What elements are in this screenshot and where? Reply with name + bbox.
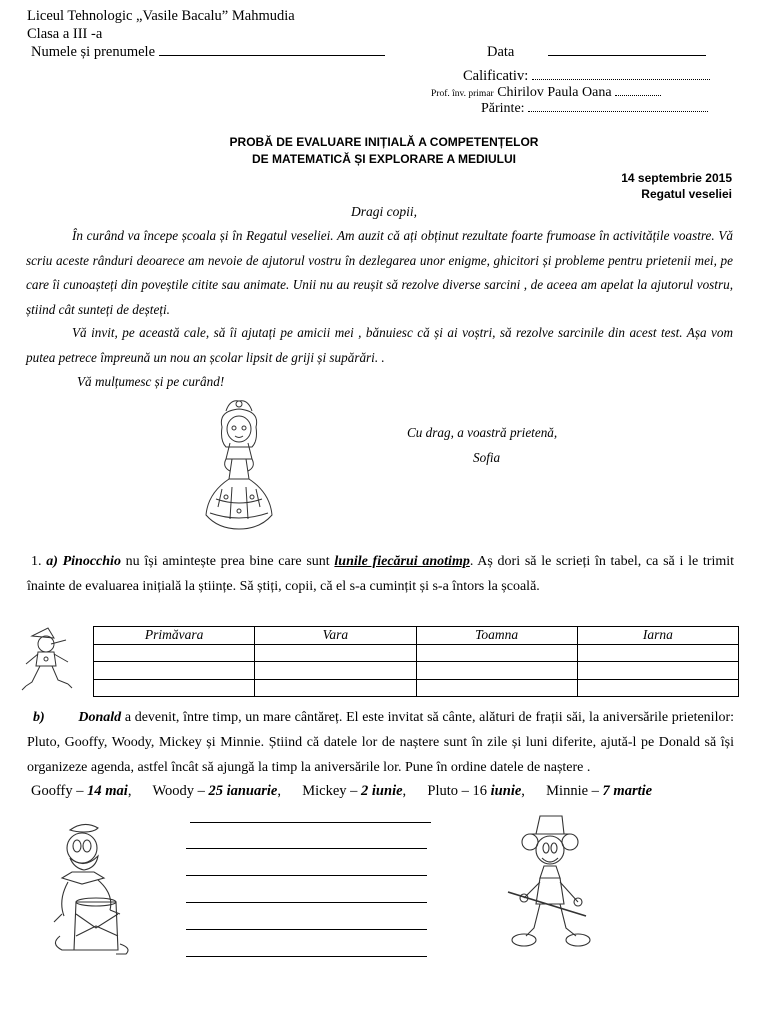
letter-thanks: Vă mulțumesc și pe curând! — [77, 374, 225, 389]
birthday-item: Gooffy – 14 mai, — [31, 783, 132, 799]
donald-name: Donald — [78, 710, 122, 725]
date-line: 14 septembrie 2015 — [621, 171, 732, 185]
teacher-dots — [615, 85, 661, 96]
table-cell[interactable] — [577, 662, 738, 680]
table-cell[interactable] — [255, 679, 416, 697]
teacher-name: Chirilov Paula Oana — [497, 85, 612, 100]
table-row — [94, 644, 739, 662]
birthday-item: Mickey – 2 iunie, — [302, 783, 407, 799]
table-cell[interactable] — [416, 644, 577, 662]
table-cell[interactable] — [577, 644, 738, 662]
letter-greeting: Dragi copii, — [351, 204, 417, 219]
exercise-b-body: a devenit, între timp, un mare cântăreț. El este invitat să cânte, alături de frații săi, la aniversările prietenilor: Pluto, Gooffy, Woody, Mickey și Minnie. Știind că datele lor de naștere sunt în zile și luni diferite, ajută-l pe Donald să își organizeze agenda, astfel încât să ajungă la timp la aniversările lor. Pune în ordine datele de naștere . — [27, 710, 735, 775]
name-label: Numele și prenumele — [31, 44, 156, 60]
date-row — [487, 43, 706, 61]
mickey-mouse-illustration — [502, 812, 598, 954]
letter-signature: Sofia — [473, 450, 501, 465]
student-name-row — [31, 43, 385, 61]
birthday-item: Pluto – 16 iunie, — [427, 783, 525, 799]
qualifier-row — [463, 68, 710, 85]
page-title-line2: DE MATEMATICĂ ȘI EXPLORARE A MEDIULUI — [252, 152, 516, 166]
table-cell[interactable] — [94, 644, 255, 662]
agenda-answer-line[interactable] — [190, 822, 431, 823]
parents-field[interactable] — [528, 101, 708, 112]
qualifier-field[interactable] — [532, 68, 710, 80]
agenda-answer-line[interactable] — [186, 875, 427, 876]
parents-label: Părinte: — [481, 101, 525, 116]
place-line: Regatul veseliei — [641, 187, 732, 201]
season-header-spring: Primăvara — [94, 627, 255, 645]
season-header-winter: Iarna — [577, 627, 738, 645]
agenda-answer-line[interactable] — [186, 848, 427, 849]
page-title-line1: PROBĂ DE EVALUARE INIȚIALĂ A COMPETENȚELOR — [229, 135, 539, 149]
letter-closing: Cu drag, a voastră prietenă, — [407, 425, 558, 440]
pinocchio-name: Pinocchio — [62, 554, 121, 569]
table-cell[interactable] — [416, 662, 577, 680]
donald-duck-illustration — [40, 818, 142, 958]
table-cell[interactable] — [416, 679, 577, 697]
birthday-item: Minnie – 7 martie — [546, 783, 653, 799]
table-cell[interactable] — [94, 679, 255, 697]
exercise-a-label: a) — [46, 554, 58, 569]
birthday-item: Woody – 25 ianuarie, — [152, 783, 281, 799]
class-label: Clasa a III -a — [27, 26, 103, 42]
table-cell[interactable] — [577, 679, 738, 697]
season-header-autumn: Toamna — [416, 627, 577, 645]
letter-paragraph-1: În curând va începe școala și în Regatul veseliei. Am auzit că ați obținut rezultate foarte frumoase în activitățile voastre. Vă scriu aceste rânduri deoarece am nevoie de ajutorul vostru în dezlegarea unor enigme, ghicitori și probleme pentru prietenii mei, pe care îi cunoașteți din poveștile citite sau animate. Unii nu au reușit să rezolve diverse sarcini , de aceea am apelat la ajutorul vostru, știind cât sunteți de deșteți. — [26, 228, 733, 317]
princess-sofia-illustration — [196, 397, 282, 533]
date-field[interactable] — [548, 43, 706, 56]
name-field[interactable] — [159, 43, 385, 56]
qualifier-label: Calificativ: — [463, 68, 529, 84]
exercise-a-text — [27, 549, 734, 599]
agenda-answer-line[interactable] — [186, 956, 427, 957]
parents-row — [481, 101, 708, 117]
exercise-a-text-before: nu își amintește prea bine care sunt — [120, 554, 335, 569]
table-row — [94, 662, 739, 680]
exercise-b-label: b) — [33, 710, 45, 725]
letter-paragraph-2: Vă invit, pe această cale, să îi ajutați pe amicii mei , bănuiesc că și ai voștri, să rezolve sarcinile din acest test. Așa vom putea petrece împreună un nou an școlar lipsit de griji și supărări. . — [26, 325, 733, 365]
season-header-summer: Vara — [255, 627, 416, 645]
exercise-b-text — [27, 705, 734, 780]
teacher-prefix: Prof. înv. primar — [431, 89, 494, 99]
exercise-a-text-after: . Aș dori să le scrieți în tabel, ca să i le trimit înainte de evaluarea inițială la științe. Să știți, copii, că el s-a cumințit și s-a întors la școală. — [27, 554, 735, 594]
table-cell[interactable] — [94, 662, 255, 680]
school-name: Liceul Tehnologic „Vasile Bacalu” Mahmudia — [27, 8, 295, 24]
seasons-table — [93, 626, 739, 697]
exercise-a-highlight: lunile fiecărui anotimp — [334, 554, 470, 569]
date-label: Data — [487, 44, 515, 60]
teacher-row — [431, 85, 661, 101]
agenda-answer-line[interactable] — [186, 902, 427, 903]
table-cell[interactable] — [255, 662, 416, 680]
table-cell[interactable] — [255, 644, 416, 662]
birthdays-list — [31, 783, 652, 800]
table-row — [94, 679, 739, 697]
pinocchio-illustration — [18, 624, 76, 696]
agenda-answer-line[interactable] — [186, 929, 427, 930]
exercise-number: 1. — [31, 554, 42, 569]
